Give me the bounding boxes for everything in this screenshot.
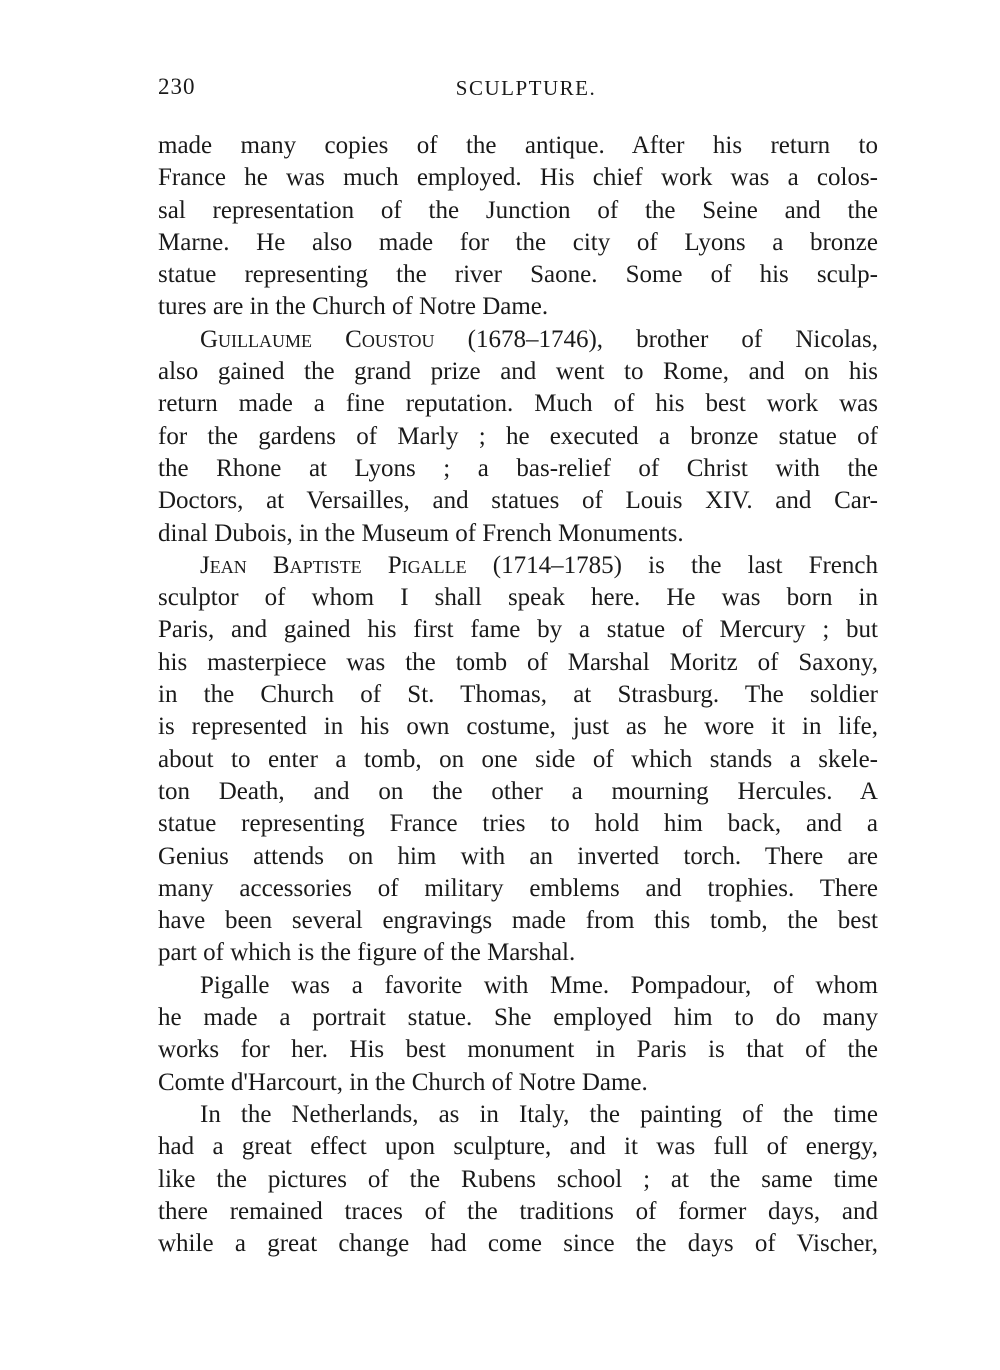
text-line (158, 711, 878, 743)
text-line (158, 291, 878, 323)
text-line (158, 162, 878, 194)
text-line (158, 647, 878, 679)
paragraph (158, 130, 878, 324)
running-title: SCULPTURE. (455, 76, 597, 100)
line-text: for the gardens of Marly ; he executed a bronze statue of (158, 422, 878, 450)
line-text: about to enter a tomb, on one side of which stands a skele- (158, 745, 878, 773)
line-text: (1678–1746), brother of Nicolas, (434, 325, 878, 353)
text-line (158, 1228, 878, 1260)
line-text: many accessories of military emblems and trophies. There (158, 874, 878, 902)
text-line (158, 873, 878, 905)
line-text: Comte d'Harcourt, in the Church of Notre Dame. (158, 1068, 648, 1096)
paragraph (158, 970, 878, 1099)
text-line (158, 808, 878, 840)
text-line (158, 1067, 878, 1099)
line-text: Doctors, at Versailles, and statues of Louis XIV. and Car- (158, 487, 878, 515)
text-line (158, 1196, 878, 1228)
text-line (158, 776, 878, 808)
line-text: have been several engravings made from this tomb, the best (158, 907, 878, 935)
paragraph (158, 550, 878, 970)
line-text: (1714–1785) is the last French (466, 551, 878, 579)
text-line (158, 937, 878, 969)
line-text: France he was much employed. His chief work was a colos- (158, 164, 878, 192)
line-text: dinal Dubois, in the Museum of French Monuments. (158, 519, 684, 547)
text-line (158, 227, 878, 259)
line-text: also gained the grand prize and went to Rome, and on his (158, 358, 878, 386)
text-line (158, 130, 878, 162)
line-text: statue representing France tries to hold him back, and a (158, 810, 878, 838)
line-text: Marne. He also made for the city of Lyons a bronze (158, 228, 878, 256)
text-line (158, 518, 878, 550)
line-text: made many copies of the antique. After his return to (158, 132, 878, 159)
line-text: Genius attends on him with an inverted torch. There are (158, 842, 878, 870)
page-number: 230 (158, 74, 196, 99)
text-line (158, 195, 878, 227)
text-line (158, 744, 878, 776)
paragraph (158, 324, 878, 550)
text-line (158, 679, 878, 711)
line-text: is represented in his own costume, just as he wore it in life, (158, 713, 878, 741)
line-text: Pigalle was a favorite with Mme. Pompadour, of whom (200, 971, 878, 999)
line-text: while a great change had come since the days of Vischer, (158, 1230, 878, 1258)
line-text: works for her. His best monument in Paris is that of the (158, 1036, 878, 1064)
paragraph (158, 1099, 878, 1260)
line-text: had a great effect upon sculpture, and it was full of energy, (158, 1133, 878, 1161)
line-text: in the Church of St. Thomas, at Strasburg. The soldier (158, 681, 878, 709)
text-line (158, 1131, 878, 1163)
line-text: statue representing the river Saone. Some of his sculp- (158, 261, 878, 289)
person-name: Jean Baptiste Pigalle (200, 551, 467, 579)
text-line (158, 1099, 878, 1131)
line-text: ton Death, and on the other a mourning Hercules. A (158, 777, 878, 805)
line-text: In the Netherlands, as in Italy, the painting of the time (200, 1100, 878, 1128)
text-line (158, 453, 878, 485)
page-body (158, 130, 878, 1260)
text-line (158, 324, 878, 356)
line-text: return made a fine reputation. Much of his best work was (158, 390, 878, 418)
line-text: like the pictures of the Rubens school ; at the same time (158, 1165, 878, 1193)
text-line (158, 259, 878, 291)
text-line (158, 614, 878, 646)
line-text: the Rhone at Lyons ; a bas-relief of Christ with the (158, 454, 878, 482)
line-text: sal representation of the Junction of the Seine and the (158, 196, 878, 224)
line-text: he made a portrait statue. She employed him to do many (158, 1004, 878, 1032)
line-text: there remained traces of the traditions of former days, and (158, 1197, 878, 1225)
text-line (158, 356, 878, 388)
text-line (158, 1164, 878, 1196)
text-line (158, 485, 878, 517)
text-line (158, 905, 878, 937)
text-line (158, 1034, 878, 1066)
text-line (158, 582, 878, 614)
line-text: sculptor of whom I shall speak here. He was born in (158, 584, 878, 612)
text-line (158, 841, 878, 873)
text-line (158, 421, 878, 453)
text-line (158, 388, 878, 420)
text-line (158, 970, 878, 1002)
line-text: part of which is the figure of the Marshal. (158, 939, 576, 967)
line-text: his masterpiece was the tomb of Marshal Moritz of Saxony, (158, 648, 878, 676)
line-text: Paris, and gained his first fame by a statue of Mercury ; but (158, 616, 878, 644)
person-name: Guillaume Coustou (200, 325, 435, 353)
line-text: tures are in the Church of Notre Dame. (158, 293, 549, 321)
text-line (158, 550, 878, 582)
text-line (158, 1002, 878, 1034)
